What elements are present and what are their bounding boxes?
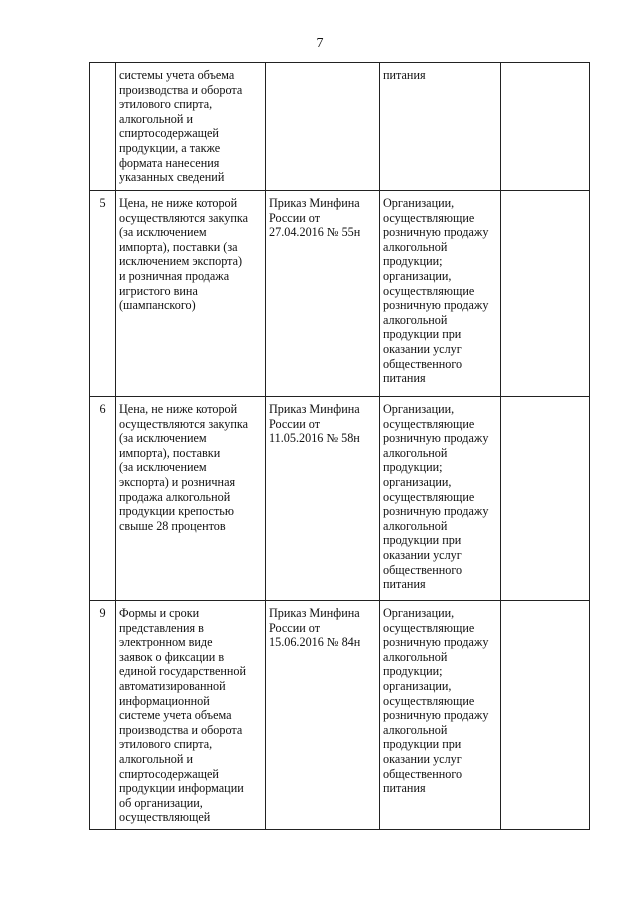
page-number: 7 bbox=[316, 36, 324, 51]
subjects-cell: Организации, осуществляющие розничную продажу алкогольной продукции; организации, осуществляющие розничную продажу алкогольной продукции при оказании услуг общественного питания bbox=[380, 601, 501, 830]
legal-act-cell: Приказ Минфина России от 11.05.2016 № 58н bbox=[266, 397, 380, 601]
table-row bbox=[90, 397, 590, 601]
subjects-cell: Организации, осуществляющие розничную продажу алкогольной продукции; организации, осуществляющие розничную продажу алкогольной продукции при оказании услуг общественного питания bbox=[380, 397, 501, 601]
subjects-cell: питания bbox=[380, 63, 501, 191]
row-number-cell bbox=[90, 63, 116, 191]
note-cell bbox=[501, 63, 590, 191]
row-number-cell: 9 bbox=[90, 601, 116, 830]
regulations-table bbox=[89, 62, 590, 830]
subjects-cell: Организации, осуществляющие розничную продажу алкогольной продукции; организации, осуществляющие розничную продажу алкогольной продукции при оказании услуг общественного питания bbox=[380, 191, 501, 397]
legal-act-cell bbox=[266, 63, 380, 191]
row-number-cell: 6 bbox=[90, 397, 116, 601]
table-row bbox=[90, 63, 590, 191]
requirement-name-cell: системы учета объема производства и оборота этилового спирта, алкогольной и спиртосодержащей продукции, а также формата нанесения указанных сведений bbox=[116, 63, 266, 191]
table-row bbox=[90, 601, 590, 830]
note-cell bbox=[501, 191, 590, 397]
requirement-name-cell: Цена, не ниже которой осуществляются закупка (за исключением импорта), поставки (за исключением экспорта) и розничная продажа игристого вина (шампанского) bbox=[116, 191, 266, 397]
table-row bbox=[90, 191, 590, 397]
row-number-cell: 5 bbox=[90, 191, 116, 397]
requirement-name-cell: Формы и сроки представления в электронном виде заявок о фиксации в единой государственной автоматизированной информационной системе учета объема производства и оборота этилового спирта, алкогольной и спиртосодержащей продукции информации об организации, осуществляющей bbox=[116, 601, 266, 830]
legal-act-cell: Приказ Минфина России от 15.06.2016 № 84н bbox=[266, 601, 380, 830]
legal-act-cell: Приказ Минфина России от 27.04.2016 № 55н bbox=[266, 191, 380, 397]
note-cell bbox=[501, 601, 590, 830]
note-cell bbox=[501, 397, 590, 601]
requirement-name-cell: Цена, не ниже которой осуществляются закупка (за исключением импорта), поставки (за исключением экспорта) и розничная продажа алкогольной продукции крепостью свыше 28 процентов bbox=[116, 397, 266, 601]
